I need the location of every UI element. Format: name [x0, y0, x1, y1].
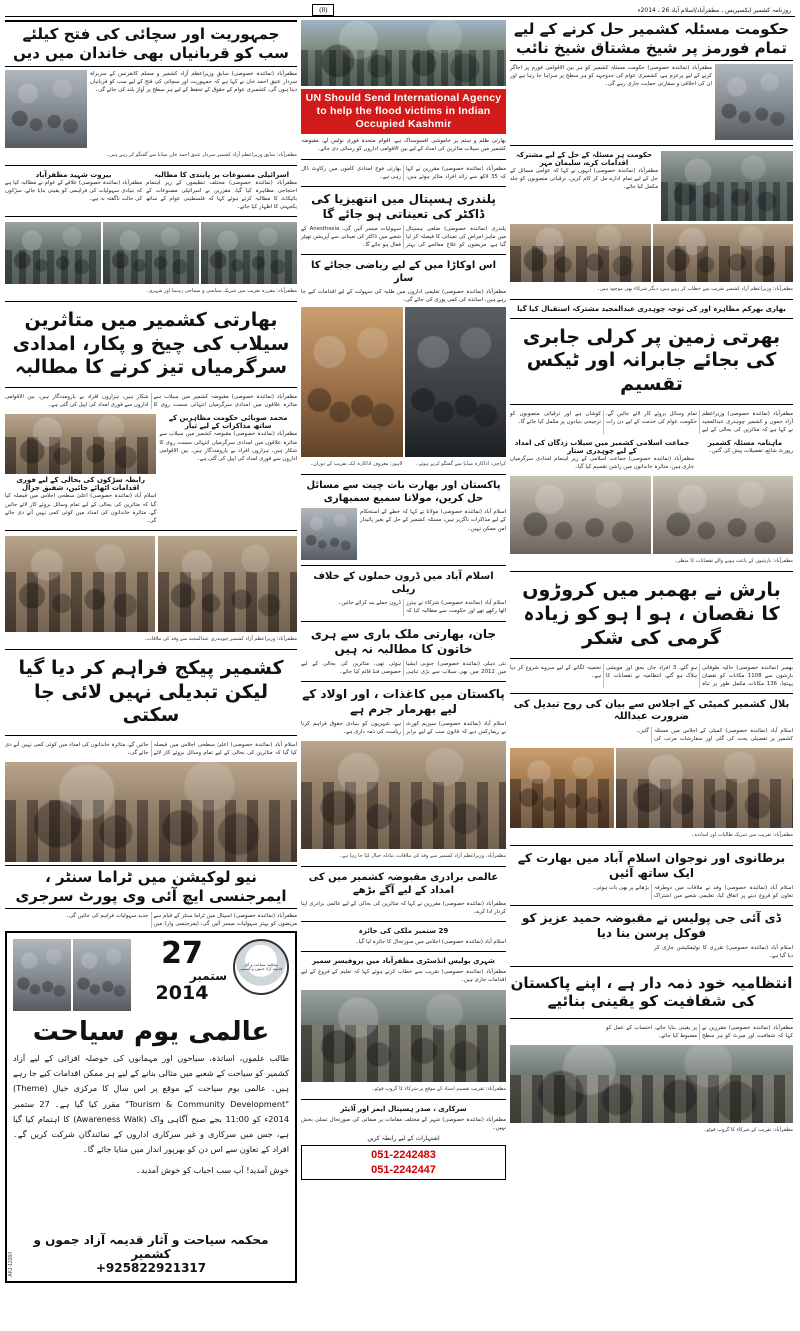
photo-rally-1: [5, 222, 101, 284]
right-headline-2-body: مظفرآباد (نمائندہ خصوصی) انہوں نے کہا کہ عوامی مسائل کے حل کے لیے تمام ادارے مل کر کام کریں، ترقیاتی منصوبوں کو جلد مکمل کیا جائے۔: [510, 167, 658, 190]
right-headline-3-body: مظفرآباد (نمائندہ خصوصی) جماعت اسلامی کے زیر اہتمام امدادی سرگرمیاں جاری ہیں، متاثرہ خاندانوں میں راشن تقسیم کیا گیا۔: [510, 456, 694, 471]
mid-brief-b-title: شہری بولیس انڈسٹری مظفرآباد میں پروفیسر سمیر: [312, 957, 495, 966]
advert-date-year: 2014: [155, 982, 209, 1005]
mid-headline-7-body: نئی دہلی (نمائندہ خصوصی) جنوبی ایشیا میں 2012 میں بھی سیلاب سے بڑی تباہی ہوئی تھی، متاثرین کی بحالی کے لیے خصوصی فنڈ قائم کیا جائے۔: [301, 660, 506, 675]
right-headline-4: بلال کشمیر کمیٹی کے اجلاس سے بیان کی روح تبدیل کی ضرورت عبداللہ: [513, 698, 790, 723]
mid-brief-a-title: 29 ستمبر ملکی کی جائزہ: [358, 927, 449, 936]
phone-1: 051-2242483: [371, 1148, 436, 1161]
mid-headline-5-body: اسلام آباد (نمائندہ خصوصی) شرکاء نے بینرز اٹھا رکھے تھے اور حکومت سے مطالبہ کیا کہ ڈرون حملے بند کرائے جائیں۔: [338, 600, 506, 615]
photo-speakers-2: [653, 224, 794, 282]
left-brief2-body: مظفرآباد (نمائندہ خصوصی) علاقے کے عوام نے مطالبہ کیا ہے کہ بنیادی سہولیات کی فراہمی کو یقینی بنایا جائے، سڑکوں کی حالت ناگفتہ بہ ہے۔: [5, 179, 143, 202]
advert-code: AKJ-1228/I: [8, 1252, 14, 1278]
right-headline-7-body: مظفرآباد (نمائندہ خصوصی) مقررین نے کہا کہ شفافیت اور میرٹ کو ہر سطح پر یقینی بنایا جائے، احتساب کے عمل کو مضبوط کیا جائے۔: [606, 1025, 793, 1040]
mid-headline-2-body: پلندری (نمائندہ خصوصی) ضلعی ہسپتال میں ماہر امراض کی تعیناتی کا فیصلہ کر لیا گیا ہے، مریضوں کو علاج معالجے کی بہتر سہولیات میسر آئیں گی، Anesthesia کے شعبے میں ڈاکٹر کی تعیناتی سے آپریشن تھیٹر فعال ہو جائے گا۔: [301, 225, 506, 249]
masthead: [5, 4, 795, 17]
mid-brief-b-body: مظفرآباد (نمائندہ خصوصی) تقریب سے خطاب کرتے ہوئے کہا کہ تعلیم کے فروغ کے لیے اقدامات جاری ہیں۔: [301, 969, 506, 984]
mid-body-1b: مظفرآباد (نمائندہ خصوصی) مقررین نے کہا کہ 35 لاکھ سے زائد افراد متاثر ہوئے ہیں، بھارتی فوج امدادی کاموں میں رکاوٹ ڈال رہی ہے۔: [301, 165, 506, 180]
photo-school-children: [510, 748, 614, 828]
right-bottom-caption: مظفرآباد: تقریب کے شرکاء کا گروپ فوٹو۔: [703, 1127, 793, 1134]
actress-photos: [301, 307, 506, 457]
photo-flood-damage-2: [653, 476, 794, 554]
contact-phone-box[interactable]: [301, 1145, 506, 1181]
advert-date-day: 27: [161, 936, 203, 972]
right-brief-a-body: رپورٹ شائع، تفصیلات پیش کی گئیں۔: [708, 448, 793, 455]
left-headline-3: کشمیر پیکج فراہم کر دیا گیا لیکن تبدیلی نہیں لائی جا سکتی: [18, 656, 284, 727]
mid-headline-2: پلندری ہسپتال میں انتھیزیا کی ڈاکٹر کی تعیناتی ہو جائے گا: [311, 191, 496, 221]
tourism-day-advert: [5, 931, 297, 1283]
photo-scholar: [301, 508, 357, 560]
advert-photo-2: [73, 939, 131, 1011]
right-headline-3: جماعت اسلامی کشمیر میں سیلاب زدگان کی امداد کے لیے چوہدری ستار: [514, 439, 690, 456]
right-school-caption: مظفرآباد: تقریب میں شریک طالبات اور اساتذہ۔: [691, 832, 793, 839]
english-headline: [301, 89, 506, 134]
photo-meeting-left: [5, 414, 156, 474]
photo-actress-right: [405, 307, 507, 457]
left-brief1-body: مظفرآباد (نمائندہ خصوصی) مختلف تنظیموں کے زیر اہتمام احتجاجی مظاہرہ کیا گیا، مقررین نے اسرائیلی مصنوعات کے بائیکاٹ کا مطالبہ کرتے ہوئے کہا کہ فلسطینی عوام کے ساتھ یکجہتی کا اظہار کیا جائے۔: [146, 179, 297, 210]
right-lead-headline: حکومت مسئلہ کشمیر حل کرنے کے لیے تمام فورمز پر شیخ مشتاق شیخ نائب: [510, 20, 793, 61]
mid-headline-3: اس اوکاڑا میں کے لیے ریاضی ججائے کا ساز: [310, 260, 497, 284]
right-lead-body: مظفرآباد (نمائندہ خصوصی) حکومت مسئلہ کشمیر کو ہر بین الاقوامی فورم پر اجاگر کرنے کے لیے پرعزم ہے، کشمیری عوام کی جدوجہد کو ہر سطح پر سراہا جا رہا ہے اور ان کی اخلاقی و سفارتی حمایت جاری رہے گی۔: [510, 64, 712, 87]
right-lead-portrait: [715, 64, 793, 140]
left-lead-headline: جمہوریت اور سچائی کی فتح کیلئے سب کو قربانیاں بھی خاندان میں دیں: [5, 20, 297, 67]
column-left: [5, 20, 297, 1320]
right-big-headline: بھرتی زمین پر کرلی جابری کی بجائے جابرانہ اور ٹیکس تقسیم: [522, 325, 781, 395]
photo-office-meeting: [5, 762, 297, 862]
advert-photo-1: [13, 939, 71, 1011]
english-headline-line2: to help the flood victims in Indian: [316, 105, 491, 118]
mid-headline-8: عالمی برادری مقبوضہ کشمیر میں کی امداد کے لیے آگے بڑھے: [308, 872, 499, 896]
left-headline-3-body: اسلام آباد (نمائندہ خصوصی) اعلیٰ سطحی اجلاس میں فیصلہ کیا گیا کہ متاثرین کی بحالی کے لیے تمام وسائل بروئے کار لائے جائیں گے، متاثرہ خاندانوں کی امداد میں کوئی کمی نہیں آنے دی جائے گی۔: [5, 742, 297, 757]
right-headline-6: ڈی آئی جی پولیس نے مقبوضہ حمید عزیز کو فوکل پرسن بنا دیا: [521, 911, 782, 941]
photo-interview-1: [5, 536, 155, 632]
mid-headline-7: جان، بھارتی ملک باری سے ہری خاتون کا مطالبہ نہ ہیں: [310, 626, 497, 656]
photo-group-ceremony: [301, 990, 506, 1082]
mid-footer-small: مظفرآباد (نمائندہ خصوصی) شہر کے مختلف مقامات پر صفائی کی صورتحال تسلی بخش نہیں۔: [301, 1116, 506, 1131]
left-brief2-title: بیروت شہید مظفرآباد: [35, 170, 112, 179]
department-logo-icon: [233, 939, 289, 995]
mid-headline-6: پاکستان میں کاغذات ، اور اولاد کے لیے بھرمار جرم ہے: [302, 686, 505, 716]
photo-bottom-group: [510, 1045, 793, 1123]
lead-portrait-photo: [5, 70, 87, 148]
actress-caption-right: کراچی: اداکارہ میڈیا سے گفتگو کرتے ہوئے۔: [415, 461, 506, 468]
right-headline-5-body: اسلام آباد (نمائندہ خصوصی) وفد نے ملاقات میں دوطرفہ تعاون کو فروغ دینے پر اتفاق کیا، تعلیمی شعبے میں اشتراک بڑھانے پر بھی بات ہوئی۔: [592, 885, 793, 900]
mid-headline-5: اسلام آباد میں ڈرون حملوں کے خلاف ریلی: [313, 571, 494, 595]
column-middle: [301, 20, 506, 1320]
right-brief-a-title: ماہنامہ مسئلہ کشمیر: [707, 439, 783, 448]
page-number: (8): [312, 4, 334, 16]
phone-caption: اشتہارات کے لیے رابطہ کریں: [367, 1134, 440, 1142]
photo-actress-left: [301, 307, 403, 457]
logo-text: محکمہ سیاحت و آثار قدیمہ آزاد جموں و کشمیر: [239, 961, 283, 972]
mid-brief-a-body: اسلام آباد (نمائندہ خصوصی) اجلاس میں صورتحال کا جائزہ لیا گیا۔: [355, 939, 506, 946]
left-subhead-b-body: اسلام آباد (نمائندہ خصوصی) اعلیٰ سطحی اجلاس میں فیصلہ کیا گیا کہ متاثرین کی بحالی کے لیے تمام وسائل بروئے کار لائے جائیں گے، متاثرہ خاندانوں کی امداد میں کوئی کمی نہیں آنے دی جائے گی۔: [5, 493, 157, 524]
photo-rally-2: [103, 222, 199, 284]
left-headline-2: بھارتی کشمیر میں متاثرین سیلاب کی چیخ و پکار، امدادی سرگرمیاں تیز کرنے کا مطالبہ: [12, 308, 290, 379]
photo-speakers-1: [510, 224, 651, 282]
right-headline-4-body: اسلام آباد (نمائندہ خصوصی) کمیٹی کے اجلاس میں مسئلہ کشمیر پر تفصیلی بحث کی گئی اور سفارشات مرتب کی گئیں۔: [635, 727, 793, 742]
right-big-headline-2: بارش نے بھمبر میں کروڑوں کا نقصان ، ہو ا ہو کو زیادہ گرمی کی شکر: [522, 579, 781, 649]
left-subhead-a-body: مظفرآباد (نمائندہ خصوصی) مقبوضہ کشمیر میں سیلاب سے متاثرہ علاقوں میں امدادی سرگرمیاں انتہائی سست روی کا شکار ہیں، ہزاروں افراد بے یارومددگار ہیں، بین الاقوامی اداروں سے فوری امداد کی اپیل کی گئی ہے۔: [159, 431, 297, 462]
mid-headline-4: پاکستان اور بھارت بات چیت سے مسائل حل کریں، مولانا سمیع سمبھاری: [306, 480, 501, 504]
right-banner-small: بھاری بھرکم مظاہرہ اور کی توجہ چوہدری عبدالمجید مشترکہ استقبال کیا گیا: [517, 304, 786, 313]
left-headline-4-body: مظفرآباد (نمائندہ خصوصی) اسپتال میں ٹراما سنٹر کے قیام سے مریضوں کو بہتر سہولیات میسر آئیں گی، ایمرجنسی وارڈ میں جدید سہولیات فراہم کی جائیں گی۔: [65, 912, 297, 927]
right-headline-2: حکومت ہر مسئلہ کے حل کے لیے مشترکہ اقدامات کرے، سلیمان مہر: [515, 150, 653, 167]
english-headline-line1: UN Should Send International Agency: [305, 92, 502, 104]
advert-welcome: خوش آمدید! آپ سب احباب کو خوش آمدید۔: [136, 1165, 289, 1176]
photo-delegation-meeting: [301, 741, 506, 849]
right-big-body-2: بھمبر (نمائندہ خصوصی) حالیہ طوفانی بارشوں سے 1108 مکانات کو نقصان پہنچا، 136 مکانات مکمل طور پر تباہ ہو گئے، 3 افراد جاں بحق اور مویشی ہلاک ہو گئے، انتظامیہ نے نقصانات کا تخمینہ لگانے کے لیے سروے شروع کر دیا ہے۔: [510, 664, 793, 687]
left-subhead-a: محمد صوبائی حکومت مظاہرین کے ساتھ مذاکرات کے لیے تیار: [168, 414, 288, 431]
mid-photo-caption: مظفرآباد: وزیراعظم آزاد کشمیر سے وفد کی ملاقات، تبادلہ خیال کیا جا رہا ہے۔: [339, 853, 506, 860]
page-columns: [5, 20, 795, 1320]
right-photo-caption-2: مظفرآباد: وزیراعظم آزاد کشمیر تقریب سے خطاب کر رہے ہیں، دیگر شرکاء بھی موجود ہیں۔: [596, 285, 793, 292]
column-right: [510, 20, 793, 1320]
mid-photo-caption: مظفرآباد: وزیراعظم آزاد کشمیر چوہدری عبدالمجید سے وفد کی ملاقات۔: [144, 635, 297, 642]
photo-rally-3: [201, 222, 297, 284]
photo-flood-damage-1: [510, 476, 651, 554]
advert-date: [137, 936, 227, 1005]
photo-award-ceremony: [616, 748, 793, 828]
photo-protest-top: [301, 20, 506, 86]
mid-headline-8-body: مظفرآباد (نمائندہ خصوصی) مقررین نے کہا کہ متاثرین کی بحالی کے لیے عالمی برادری اپنا کردار ادا کرے۔: [301, 901, 506, 916]
left-lead-body: مظفرآباد (نمائندہ خصوصی) سابق وزیراعظم آزاد کشمیر و مسلم کانفرنس کے سربراہ سردار عتیق احمد خان نے کہا ہے کہ جمہوریت اور سچائی کی فتح کے لیے سب کو قربانیاں دینا ہوں گی، کشمیری عوام کے حقوق کے تحفظ کے لیے ہر سطح پر آواز بلند کی جائے گی۔: [90, 70, 297, 93]
advert-org: محکمہ سیاحت و آثار قدیمہ آزاد جموں و کشمیر: [33, 1233, 269, 1262]
advert-date-month: ستمبر: [189, 969, 227, 984]
advert-phone: +925822921317: [95, 1261, 207, 1276]
actress-caption-left: لاہور: معروف اداکارہ ایک تقریب کے دوران۔: [310, 461, 403, 468]
mid-body-1: بھارتی ظلم و ستم پر خاموشی افسوسناک ہے، اقوام متحدہ فوری نوٹس لے، مقبوضہ کشمیر میں سیلاب متاثرین کی امداد کے لیے بین الاقوامی اداروں کو رسائی دی جائے۔: [301, 138, 506, 153]
mid-bottom-photo-caption: مظفرآباد: تقریب تقسیم اسناد کے موقع پر شرکاء کا گروپ فوٹو۔: [371, 1085, 506, 1092]
advert-officials-photos: [13, 939, 131, 1011]
phone-2: 051-2242447: [371, 1163, 436, 1176]
right-headline-6-body: اسلام آباد (نمائندہ خصوصی) تقرری کا نوٹیفکیشن جاری کر دیا گیا ہے۔: [654, 945, 793, 960]
advert-title: عالمی یوم سیاحت: [32, 1017, 270, 1048]
left-headline-2-body: مظفرآباد (نمائندہ خصوصی) مقبوضہ کشمیر میں سیلاب سے متاثرہ علاقوں میں امدادی سرگرمیاں انتہائی سست روی کا شکار ہیں، ہزاروں افراد بے یارومددگار ہیں، بین الاقوامی اداروں سے فوری امداد کی اپیل کی گئی ہے۔: [5, 394, 297, 409]
mid-footer-left: سرکاری ، صدر ہسپتال ایمز اور آڈیٹر: [340, 1104, 467, 1113]
right-big-body: مظفرآباد (نمائندہ خصوصی) وزیراعظم آزاد جموں و کشمیر چوہدری عبدالمجید نے کہا ہے کہ متاثرین کی بحالی کے لیے تمام وسائل بروئے کار لائے جائیں گے، حکومت عوام کی خدمت کے لیے دن رات کوشاں ہے اور ترقیاتی منصوبوں کو ترجیحی بنیادوں پر مکمل کیا جائے گا۔: [510, 410, 793, 433]
masthead-right: روزنامہ کشمیر ایکسپریس ، مظفرآباد/اسلام آباد 26 ، 2014ء: [637, 6, 791, 14]
left-headline-4: نیو لوکیشن میں ٹراما سنٹر ، ایمرجنسی ایچ آئی وی پورٹ سرجری: [5, 865, 297, 909]
right-rubble-caption: مظفرآباد: بارشوں کے باعث ہونے والے نقصانات کا منظر۔: [674, 558, 793, 565]
left-brief1-title: اسرائیلی مصنوعات پر پابندی کا مطالبہ: [154, 170, 289, 179]
photo-hall-audience: [661, 151, 793, 221]
mid-headline-3-body: مظفرآباد (نمائندہ خصوصی) تعلیمی اداروں میں طلبہ کی سہولت کے لیے اقدامات کیے جا رہے ہیں، اساتذہ کی کمی پوری کی جائے گی۔: [301, 289, 506, 304]
left-subhead-b: رابطہ سڑکوں کی بحالی کے لیے فوری اقدامات اٹھائے جائیں، شفیق جرال: [16, 476, 145, 493]
photo-interview-2: [158, 536, 297, 632]
advert-footer: [13, 1233, 289, 1275]
right-headline-5: برطانوی اور نوجوان اسلام آباد میں بھارت کے ایک ساتھ آئیں: [517, 851, 786, 881]
lead-photo-caption: مظفرآباد: سابق وزیراعظم آزاد کشمیر سردار عتیق احمد خان میڈیا سے گفتگو کر رہے ہیں۔: [106, 151, 297, 158]
mid-headline-6-body: اسلام آباد (نمائندہ خصوصی) سپریم کورٹ نے ریمارکس دیے کہ قانون سب کے لیے برابر ہے، شہریوں کو بنیادی حقوق فراہم کرنا ریاست کی ذمہ داری ہے۔: [301, 720, 506, 735]
photo-row-caption: مظفرآباد: مقررہ تقریب میں شریک سیاسی و سماجی رہنما اور شہری۔: [145, 287, 297, 294]
right-headline-7: انتظامیہ خود ذمہ دار ہے ، اپنے پاکستان کی شفافیت کو یقینی بنائیے: [510, 973, 793, 1011]
advert-body: طالب علموں، اساتذہ، سیاحوں اور مہمانوں کی حوصلہ افزائی کے لیے آزاد کشمیر کو سیاحت کے شعبے میں مثالی بنانے کے لیے ہر ممکن اقدامات کیے جا رہے ہیں۔ عالمی یوم سیاحت کے موقع پر اس سال کا مرکزی خیال (Theme) "Tourism & Community Development" مقرر کیا گیا ہے۔ 27 ستمبر 2014ء کو 11:00 بجے صبح آگاہی واک (Awareness Walk) کا اہتمام کیا گیا ہے، جس میں سرکاری و غیر سرکاری اداروں کے نمائندگان شرکت کریں گے۔ افراد کے تعاون سے اس دن کو بھرپور انداز میں منایا جائے گا۔: [13, 1053, 290, 1155]
english-headline-line3: Occupied Kashmir: [355, 118, 452, 131]
mid-headline-4-body: اسلام آباد (نمائندہ خصوصی) مولانا نے کہا کہ خطے کے استحکام کے لیے مذاکرات ناگزیر ہیں، مسئلہ کشمیر کے حل کے بغیر پائیدار امن ممکن نہیں۔: [360, 509, 506, 532]
